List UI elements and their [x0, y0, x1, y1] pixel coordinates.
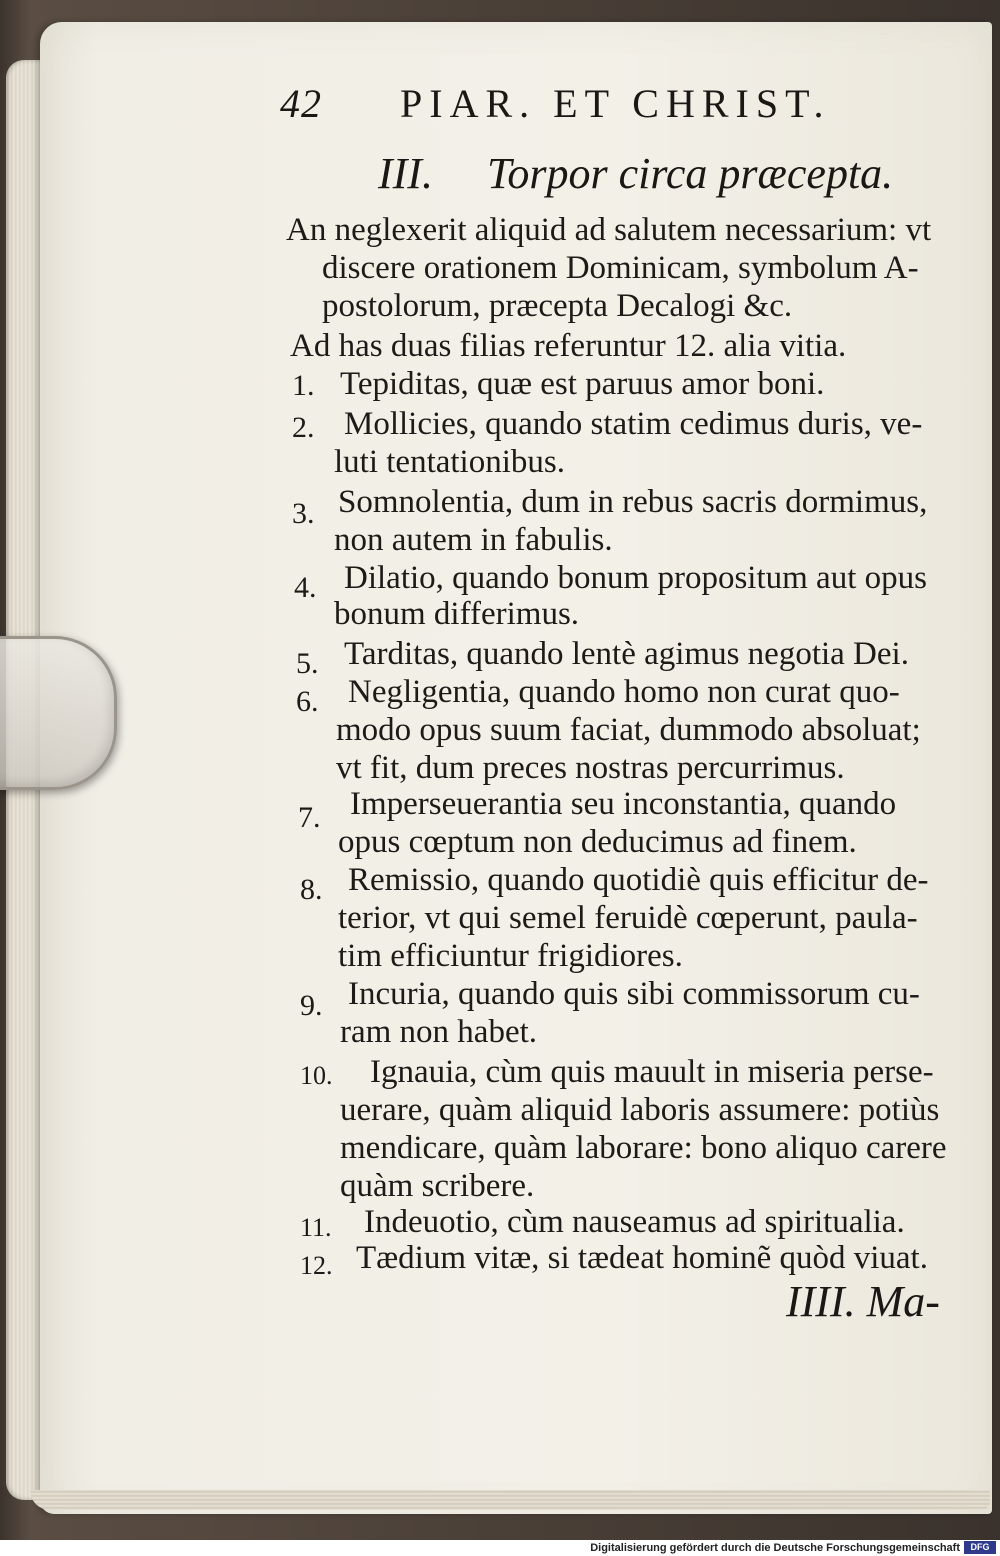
- section-number: III.: [378, 149, 433, 198]
- item-marker: 10.: [300, 1061, 333, 1090]
- item-marker: 6.: [296, 685, 319, 718]
- item-marker: 1.: [292, 369, 315, 402]
- item-line: terior, vt qui semel feruidè cœperunt, paula-: [338, 900, 918, 936]
- page-number: 42: [280, 81, 322, 126]
- intro-line: An neglexerit aliquid ad salutem necessarium: vt: [286, 212, 932, 248]
- item-marker: 12.: [300, 1251, 333, 1280]
- item-line: Indeuotio, cùm nauseamus ad spiritualia.: [364, 1204, 905, 1240]
- item-line: opus cœptum non deducimus ad finem.: [338, 824, 857, 860]
- item-line: Tædium vitæ, si tædeat hominẽ quòd viuat.: [356, 1240, 928, 1276]
- item-marker: 11.: [300, 1213, 332, 1242]
- item-line: vt fit, dum preces nostras percurrimus.: [336, 750, 845, 786]
- item-line: Ignauia, cùm quis mauult in miseria perse-: [370, 1054, 934, 1090]
- item-marker: 9.: [300, 989, 323, 1022]
- running-title: PIAR. ET CHRIST.: [400, 81, 831, 126]
- item-line: Tarditas, quando lentè agimus negotia Dei.: [344, 636, 909, 672]
- item-line: bonum differimus.: [334, 596, 580, 632]
- item-line: quàm scribere.: [340, 1168, 535, 1204]
- page-header: [280, 80, 900, 130]
- page-clip: [0, 636, 117, 790]
- item-line: Imperseuerantia seu inconstantia, quando: [350, 786, 897, 822]
- intro-line: postolorum, præcepta Decalogi &c.: [322, 288, 793, 324]
- page-bottom-edge: [30, 1490, 990, 1510]
- intro-line: discere orationem Dominicam, symbolum A-: [322, 250, 919, 286]
- section-title: Torpor circa præcepta.: [486, 149, 894, 198]
- item-marker: 4.: [294, 571, 317, 604]
- item-marker: 8.: [300, 873, 323, 906]
- item-line: modo opus suum faciat, dummodo absoluat;: [336, 712, 921, 748]
- item-marker: 2.: [292, 411, 315, 444]
- item-line: non autem in fabulis.: [334, 522, 613, 558]
- item-line: luti tentationibus.: [334, 444, 565, 480]
- item-marker: 7.: [298, 801, 321, 834]
- intro-line: Ad has duas filias referuntur 12. alia vitia.: [290, 328, 847, 364]
- item-marker: 5.: [296, 647, 319, 680]
- item-line: ram non habet.: [340, 1014, 538, 1050]
- item-line: mendicare, quàm laborare: bono aliquo carere: [340, 1130, 947, 1166]
- item-line: Incuria, quando quis sibi commissorum cu-: [348, 976, 920, 1012]
- item-line: uerare, quàm aliquid laboris assumere: potiùs: [340, 1092, 940, 1128]
- catchword: IIII. Ma-: [786, 1277, 940, 1326]
- item-line: tim efficiuntur frigidiores.: [338, 938, 683, 974]
- item-line: Somnolentia, dum in rebus sacris dormimus,: [338, 484, 928, 520]
- item-line: Tepiditas, quæ est paruus amor boni.: [340, 366, 825, 402]
- item-line: Remissio, quando quotidiè quis efficitur de-: [348, 862, 929, 898]
- item-marker: 3.: [292, 497, 315, 530]
- section-heading: [378, 148, 893, 199]
- dfg-logo: DFG: [964, 1541, 996, 1554]
- item-line: Mollicies, quando statim cedimus duris, ve-: [344, 406, 923, 442]
- footer-credit: Digitalisierung gefördert durch die Deutsche Forschungsgemeinschaft: [590, 1542, 960, 1554]
- item-line: Dilatio, quando bonum propositum aut opus: [344, 560, 927, 596]
- item-line: Negligentia, quando homo non curat quo-: [348, 674, 900, 710]
